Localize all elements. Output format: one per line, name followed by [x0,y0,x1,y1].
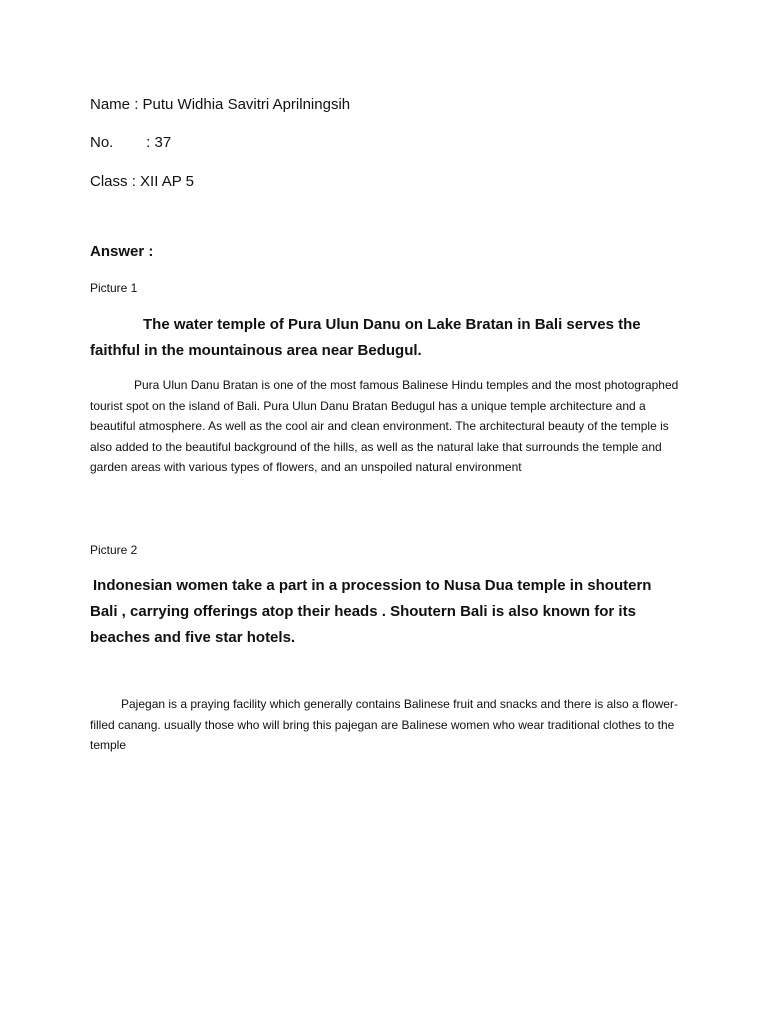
number-row [90,134,171,151]
picture2-description: Pajegan is a praying facility which generally contains Balinese fruit and snacks and there is also a flower-filled canang. usually those who will bring this pajegan are Balinese women who wear traditional clothes to the temple [90,697,678,752]
class-label: Class [90,173,128,190]
number-label: No. [90,134,114,151]
class-value: : XII AP 5 [131,173,194,190]
picture2-label: Picture 2 [90,543,138,557]
name-row [90,96,350,113]
picture1-caption: The water temple of Pura Ulun Danu on Lake Bratan in Bali serves the faithful in the mountainous area near Bedugul. [90,316,641,359]
picture1-label: Picture 1 [90,281,138,295]
name-label: Name [90,96,131,113]
class-row [90,173,194,190]
number-value: : 37 [146,134,172,151]
name-value: : Putu Widhia Savitri Aprilningsih [134,96,351,113]
answer-heading: Answer : [90,243,154,260]
picture2-caption: Indonesian women take a part in a procession to Nusa Dua temple in shoutern Bali , carrying offerings atop their heads . Shoutern Bali is also known for its beaches and five star hotels. [90,577,652,646]
picture1-description: Pura Ulun Danu Bratan is one of the most famous Balinese Hindu temples and the most photographed tourist spot on the island of Bali. Pura Ulun Danu Bratan Bedugul has a unique temple architecture and a beautiful atmosphere. As well as the cool air and clean environment. The architectural beauty of the temple is also added to the beautiful background of the hills, as well as the natural lake that surrounds the temple and garden areas with various types of flowers, and an unspoiled natural environment [90,378,679,474]
